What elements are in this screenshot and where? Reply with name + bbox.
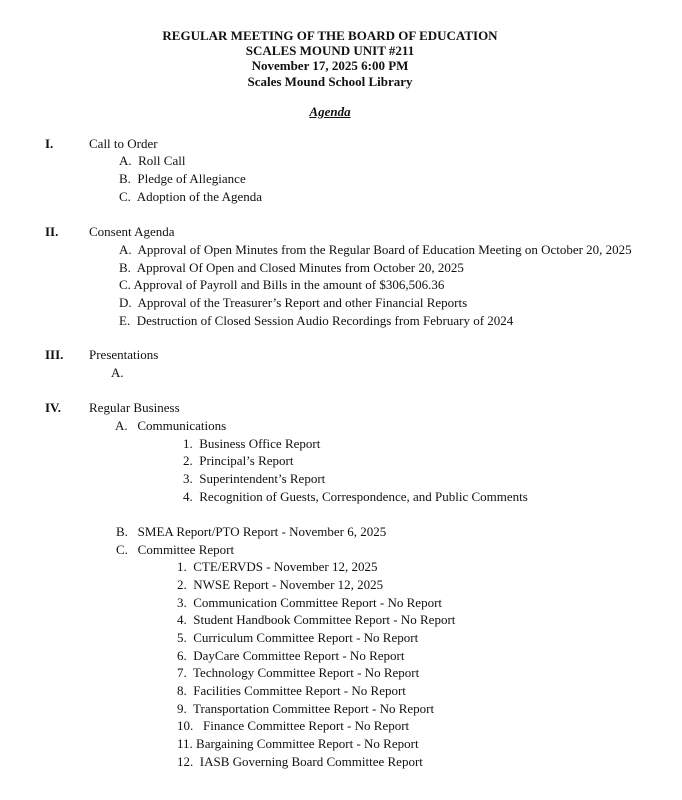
agenda-subitem: 11. Bargaining Committee Report - No Report (177, 736, 419, 751)
agenda-subitem: 10. Finance Committee Report - No Report (177, 718, 410, 733)
agenda-item: B. SMEA Report/PTO Report - November 6, 2025 (116, 524, 387, 539)
agenda-subitem: 1. CTE/ERVDS - November 12, 2025 (177, 559, 378, 574)
agenda-item: B. Approval Of Open and Closed Minutes from October 20, 2025 (119, 260, 464, 275)
district-name: SCALES MOUND UNIT #211 (245, 43, 415, 58)
agenda-item: A. Roll Call (119, 153, 186, 168)
section-title-call-to-order: Call to Order (89, 136, 158, 151)
agenda-subitem: 1. Business Office Report (183, 436, 321, 451)
agenda-subitem: 2. NWSE Report - November 12, 2025 (177, 577, 384, 592)
section-numeral: I. (45, 136, 54, 151)
section-numeral: III. (45, 347, 64, 362)
agenda-subitem: 8. Facilities Committee Report - No Report (177, 683, 406, 698)
agenda-subitem: 3. Superintendent’s Report (183, 471, 326, 486)
section-title-consent-agenda: Consent Agenda (89, 224, 175, 239)
agenda-item: D. Approval of the Treasurer’s Report and other Financial Reports (119, 295, 468, 310)
agenda-subitem: 5. Curriculum Committee Report - No Report (177, 630, 419, 645)
meeting-location: Scales Mound School Library (247, 74, 413, 89)
agenda-item: A. Communications (115, 418, 227, 433)
agenda-item: A. (111, 365, 124, 380)
agenda-subitem: 7. Technology Committee Report - No Report (177, 665, 420, 680)
agenda-subitem: 6. DayCare Committee Report - No Report (177, 648, 405, 663)
agenda-heading: Agenda (309, 104, 351, 119)
agenda-subitem: 4. Student Handbook Committee Report - No Report (177, 612, 456, 627)
meeting-title: REGULAR MEETING OF THE BOARD OF EDUCATION (162, 28, 498, 43)
agenda-item: C. Adoption of the Agenda (119, 189, 263, 204)
section-title-regular-business: Regular Business (89, 400, 180, 415)
agenda-item: A. Approval of Open Minutes from the Regular Board of Education Meeting on October 20, 2025 (119, 242, 632, 257)
agenda-item: C. Approval of Payroll and Bills in the amount of $306,506.36 (119, 277, 445, 292)
agenda-subitem: 3. Communication Committee Report - No Report (177, 595, 443, 610)
agenda-subitem: 2. Principal’s Report (183, 453, 294, 468)
agenda-item: C. Committee Report (116, 542, 235, 557)
section-numeral: II. (45, 224, 59, 239)
section-numeral: IV. (45, 400, 62, 415)
section-title-presentations: Presentations (89, 347, 159, 362)
agenda-item: B. Pledge of Allegiance (119, 171, 246, 186)
agenda-subitem: 9. Transportation Committee Report - No Report (177, 701, 435, 716)
meeting-datetime: November 17, 2025 6:00 PM (251, 58, 409, 73)
agenda-subitem: 12. IASB Governing Board Committee Report (177, 754, 423, 769)
agenda-item: E. Destruction of Closed Session Audio Recordings from February of 2024 (119, 313, 514, 328)
agenda-subitem: 4. Recognition of Guests, Correspondence, and Public Comments (183, 489, 528, 504)
